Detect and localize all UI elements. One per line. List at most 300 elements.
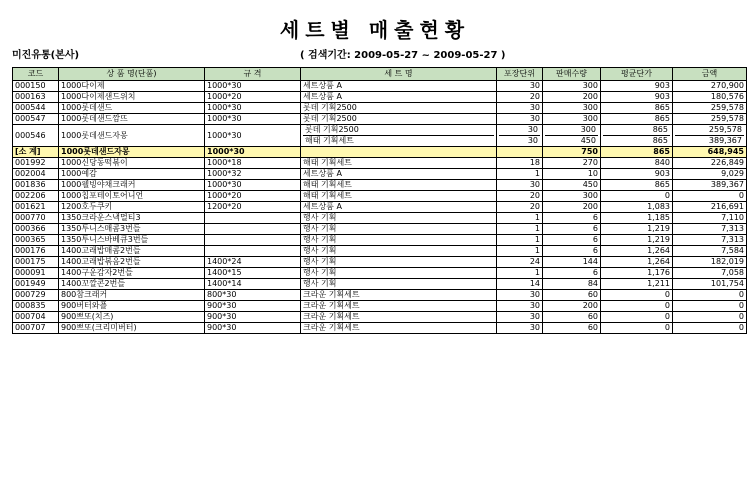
cell-spec [205,224,301,235]
cell-product-name: 900버터와플 [59,301,205,312]
cell-spec: 900*30 [205,312,301,323]
cell-code: 000544 [13,103,59,114]
cell-avg-price [601,224,673,235]
table-row [13,158,747,169]
cell-spec [205,246,301,257]
cell-set-name-value: 행사 기획 [303,268,337,277]
cell-sales-qty [543,312,601,323]
cell-pack-unit [497,290,543,301]
cell-amount-value: 7,313 [721,224,744,233]
cell-set-name-value: 행사 기획 [303,235,337,244]
cell-product-name: 1000롯데샌드 [59,103,205,114]
cell-set-name-value: 세트상품 A [303,202,342,211]
cell-sales-qty-value: 270 [582,158,598,167]
cell-set-name-value: 크라운 기획세트 [303,323,360,332]
cell-spec: 1200*20 [205,202,301,213]
cell-spec: 1000*30 [205,180,301,191]
cell-product-name: 900쁘또(치즈) [59,312,205,323]
company-name: 미진유통(본사) [12,50,80,61]
cell-pack-unit [497,180,543,191]
cell-amount [673,235,747,246]
cell-avg-price-value: 865 [652,125,668,134]
column-header-sales-qty: 판매수량 [543,68,601,81]
cell-spec: 1400*15 [205,268,301,279]
cell-sales-qty [543,114,601,125]
cell-amount-value: 0 [738,191,744,200]
table-row [13,235,747,246]
cell-sales-qty [543,202,601,213]
column-header-pack-unit: 포장단위 [497,68,543,81]
cell-sales-qty [543,158,601,169]
cell-pack-unit [497,158,543,169]
table-row [13,103,747,114]
cell-pack-unit-value: 24 [529,257,540,266]
cell-pack-unit [497,92,543,103]
cell-avg-price-value: 903 [654,81,670,90]
cell-set-name-value: 행사 기획 [303,246,337,255]
cell-sales-qty-value: 300 [582,114,598,123]
cell-code: 000365 [13,235,59,246]
cell-sales-qty [543,125,601,147]
cell-sales-qty [543,92,601,103]
table-row [13,246,747,257]
cell-pack-unit [497,213,543,224]
cell-pack-unit [497,224,543,235]
table-row [13,180,747,191]
table-body [13,81,747,334]
cell-pack-unit [497,323,543,334]
cell-amount [673,92,747,103]
cell-avg-price [601,268,673,279]
cell-avg-price [601,202,673,213]
cell-set-name [301,257,497,268]
cell-avg-price [601,180,673,191]
cell-spec: 1400*14 [205,279,301,290]
cell-sales-qty [543,290,601,301]
cell-set-name-value: 해태 기획세트 [303,191,352,200]
cell-pack-unit-value: 1 [534,224,540,233]
cell-code: 000547 [13,114,59,125]
cell-spec: 1000*32 [205,169,301,180]
cell-avg-price [601,312,673,323]
subtotal-row [13,147,747,158]
cell-pack-unit [497,114,543,125]
cell-product-name: 1000신당동떡볶이 [59,158,205,169]
cell-sales-qty-value: 6 [592,246,598,255]
cell-amount-value: 389,367 [675,135,744,146]
cell-set-name [301,235,497,246]
table-row [13,114,747,125]
cell-pack-unit-value: 18 [529,158,540,167]
cell-amount-value: 7,313 [721,235,744,244]
cell-pack-unit [497,147,543,158]
cell-code: 001992 [13,158,59,169]
cell-amount [673,147,747,158]
cell-set-name-value: 크라운 기획세트 [303,312,360,321]
cell-avg-price-value: 0 [664,312,670,321]
cell-pack-unit-value: 20 [529,202,540,211]
cell-avg-price [601,279,673,290]
cell-spec: 1000*20 [205,191,301,202]
cell-avg-price-value: 1,176 [647,268,670,277]
cell-product-name: 1400고래밥볶음2번들 [59,257,205,268]
cell-spec: 1000*30 [205,114,301,125]
cell-pack-unit-value: 30 [529,323,540,332]
cell-sales-qty-value: 84 [587,279,598,288]
cell-sales-qty-value: 10 [587,169,598,178]
cell-product-name: 900쁘또(크리미버터) [59,323,205,334]
cell-product-name: 1350투니스매콤3번들 [59,224,205,235]
cell-pack-unit [497,103,543,114]
cell-amount-value: 7,584 [721,246,744,255]
cell-set-name-value: 해태 기획세트 [303,180,352,189]
cell-set-name [301,202,497,213]
cell-set-name [301,114,497,125]
cell-amount [673,103,747,114]
cell-pack-unit [497,81,543,92]
cell-set-name [301,312,497,323]
cell-amount [673,158,747,169]
cell-avg-price [601,213,673,224]
cell-spec [205,235,301,246]
column-header-product-name: 상 품 명(단품) [59,68,205,81]
cell-avg-price-value: 1,219 [647,235,670,244]
cell-avg-price-value: 1,264 [647,257,670,266]
cell-amount-value: 259,578 [710,114,744,123]
cell-set-name-value: 행사 기획 [303,279,337,288]
cell-set-name-value: 행사 기획 [303,224,337,233]
cell-avg-price-value: 1,264 [647,246,670,255]
cell-product-name: 1000다이제 [59,81,205,92]
cell-spec: 1000*18 [205,158,301,169]
cell-spec: 800*30 [205,290,301,301]
cell-amount-value: 216,691 [710,202,744,211]
cell-avg-price [601,158,673,169]
cell-product-name: 1000롯데샌드자몽 [59,125,205,147]
cell-set-name-value: 롯데 기획2500 [303,103,357,112]
cell-set-name-value: 크라운 기획세트 [303,301,360,310]
cell-avg-price-value: 1,219 [647,224,670,233]
cell-set-name-value: 롯데 기획2500 [305,125,359,134]
cell-spec: 1000*20 [205,92,301,103]
cell-product-name: 800참크래커 [59,290,205,301]
cell-set-name [301,279,497,290]
cell-amount [673,257,747,268]
cell-avg-price [601,114,673,125]
cell-spec: 1000*30 [205,125,301,147]
cell-set-name-value: 세트상품 A [303,81,342,90]
cell-spec: 1000*30 [205,81,301,92]
table-row [13,169,747,180]
cell-sales-qty [543,268,601,279]
cell-pack-unit-value: 20 [529,191,540,200]
cell-spec: 900*30 [205,323,301,334]
cell-amount [673,312,747,323]
cell-code: [소 계] [13,147,59,158]
cell-pack-unit-value: 14 [529,279,540,288]
cell-avg-price [601,191,673,202]
cell-avg-price-value: 865 [603,135,670,146]
cell-avg-price-value: 903 [654,169,670,178]
cell-product-name: 1000칩포테이토어니언 [59,191,205,202]
cell-pack-unit-value: 30 [529,114,540,123]
cell-product-name: 1000예감 [59,169,205,180]
table-header-row [13,68,747,81]
cell-code: 000150 [13,81,59,92]
cell-sales-qty [543,213,601,224]
cell-code: 000176 [13,246,59,257]
cell-code: 000729 [13,290,59,301]
cell-avg-price [601,92,673,103]
table-row [13,257,747,268]
cell-pack-unit [497,301,543,312]
cell-pack-unit-value: 20 [529,92,540,101]
cell-avg-price-value: 865 [654,103,670,112]
cell-code: 000707 [13,323,59,334]
cell-product-name: 1200호두쿠키 [59,202,205,213]
cell-pack-unit-value: 30 [529,81,540,90]
cell-amount-value: 182,019 [710,257,744,266]
cell-avg-price [601,257,673,268]
cell-amount-value: 0 [738,323,744,332]
cell-product-name: 1000다이제샌드위치 [59,92,205,103]
cell-code: 000091 [13,268,59,279]
cell-sales-qty [543,301,601,312]
cell-sales-qty [543,323,601,334]
cell-amount-value: 101,754 [710,279,744,288]
cell-avg-price [601,81,673,92]
cell-set-name [301,92,497,103]
cell-amount [673,213,747,224]
table-row [13,279,747,290]
table-row [13,213,747,224]
cell-sales-qty [543,257,601,268]
cell-product-name: 1350크라운스낵멀티3 [59,213,205,224]
cell-pack-unit [497,125,543,147]
cell-pack-unit-value: 30 [529,301,540,310]
cell-amount [673,114,747,125]
cell-sales-qty-value: 300 [582,103,598,112]
cell-pack-unit [497,191,543,202]
cell-sales-qty [543,81,601,92]
cell-code: 000835 [13,301,59,312]
cell-set-name [301,224,497,235]
cell-amount-value: 259,578 [708,125,742,134]
cell-amount-value: 7,110 [721,213,744,222]
cell-spec: 1000*30 [205,103,301,114]
column-header-set-name: 세 트 명 [301,68,497,81]
cell-product-name: 1350투니스바베큐3번들 [59,235,205,246]
cell-sales-qty-value: 60 [587,290,598,299]
cell-sales-qty [543,103,601,114]
cell-pack-unit-value: 30 [529,290,540,299]
cell-avg-price-value: 865 [654,114,670,123]
cell-set-name-value: 롯데 기획2500 [303,114,357,123]
cell-sales-qty-value: 750 [581,147,598,156]
cell-set-name [301,290,497,301]
cell-spec: 1400*24 [205,257,301,268]
column-header-code: 코드 [13,68,59,81]
cell-sales-qty-value: 6 [592,268,598,277]
cell-avg-price [601,235,673,246]
cell-pack-unit [497,246,543,257]
search-period: ( 검색기간: 2009-05-27 ~ 2009-05-27 ) [300,50,506,61]
cell-avg-price [601,125,673,147]
cell-avg-price-value: 840 [654,158,670,167]
cell-pack-unit [497,235,543,246]
cell-avg-price-value: 0 [664,191,670,200]
cell-sales-qty-value: 60 [587,323,598,332]
cell-amount-value: 0 [738,290,744,299]
table-row [13,202,747,213]
cell-set-name [301,323,497,334]
cell-pack-unit-value: 1 [534,169,540,178]
cell-avg-price-value: 903 [654,92,670,101]
cell-sales-qty [543,180,601,191]
table-row [13,323,747,334]
cell-avg-price [601,169,673,180]
cell-amount [673,125,747,147]
cell-avg-price-value: 1,083 [647,202,670,211]
cell-sales-qty-value: 6 [592,224,598,233]
cell-amount-value: 648,945 [707,147,744,156]
sales-table [12,67,747,334]
table-row [13,301,747,312]
cell-set-name [301,268,497,279]
cell-sales-qty-value: 200 [582,301,598,310]
cell-sales-qty-value: 300 [582,81,598,90]
cell-sales-qty-value: 144 [582,257,598,266]
cell-avg-price-value: 0 [664,323,670,332]
table-row [13,81,747,92]
cell-sales-qty [543,191,601,202]
cell-pack-unit [497,257,543,268]
cell-amount [673,169,747,180]
cell-amount-value: 9,029 [721,169,744,178]
cell-code: 001621 [13,202,59,213]
column-header-amount: 금액 [673,68,747,81]
cell-set-name [301,158,497,169]
cell-pack-unit [497,202,543,213]
table-row [13,290,747,301]
cell-code: 000163 [13,92,59,103]
cell-set-name-value: 행사 기획 [303,257,337,266]
cell-pack-unit-value: 30 [499,135,540,146]
cell-sales-qty-value: 200 [582,92,598,101]
cell-set-name [301,191,497,202]
cell-product-name: 1400구운감자2번들 [59,268,205,279]
cell-avg-price-value: 0 [664,290,670,299]
cell-code: 000175 [13,257,59,268]
cell-set-name-value: 해태 기획세트 [303,135,494,146]
cell-pack-unit-value: 1 [534,246,540,255]
cell-avg-price-value: 865 [654,180,670,189]
cell-set-name-value: 크라운 기획세트 [303,290,360,299]
cell-set-name-value: 해태 기획세트 [303,158,352,167]
cell-sales-qty [543,246,601,257]
cell-set-name [301,103,497,114]
table-row [13,125,747,147]
cell-amount-value: 180,576 [710,92,744,101]
cell-code: 002004 [13,169,59,180]
cell-amount-value: 0 [738,301,744,310]
cell-avg-price-value: 1,185 [647,213,670,222]
cell-set-name-value: 행사 기획 [303,213,337,222]
table-row [13,224,747,235]
cell-amount-value: 7,058 [721,268,744,277]
cell-set-name [301,301,497,312]
table-row [13,268,747,279]
cell-code: 000704 [13,312,59,323]
cell-amount-value: 270,900 [710,81,744,90]
cell-amount [673,246,747,257]
cell-amount [673,279,747,290]
cell-amount [673,81,747,92]
table-row [13,191,747,202]
cell-code: 000366 [13,224,59,235]
cell-sales-qty-value: 300 [582,191,598,200]
cell-avg-price-value: 1,211 [647,279,670,288]
table-row [13,312,747,323]
cell-pack-unit-value: 1 [534,213,540,222]
cell-product-name: 1000롯데샌드자몽 [59,147,205,158]
cell-amount-value: 226,849 [710,158,744,167]
column-header-spec: 규 격 [205,68,301,81]
cell-set-name [301,147,497,158]
cell-amount-value: 0 [738,312,744,321]
cell-amount-value: 259,578 [710,103,744,112]
cell-amount [673,224,747,235]
cell-product-name: 1000롯데샌드깜뜨 [59,114,205,125]
cell-amount [673,180,747,191]
cell-amount [673,323,747,334]
cell-code: 001836 [13,180,59,191]
cell-avg-price-value: 0 [664,301,670,310]
cell-product-name: 1400고래밥매콤2번들 [59,246,205,257]
cell-code: 000770 [13,213,59,224]
cell-sales-qty-value: 6 [592,235,598,244]
cell-set-name [301,180,497,191]
cell-pack-unit [497,279,543,290]
cell-pack-unit-value: 30 [529,312,540,321]
cell-pack-unit-value: 1 [534,268,540,277]
cell-sales-qty [543,279,601,290]
cell-pack-unit [497,312,543,323]
cell-set-name [301,81,497,92]
cell-amount [673,202,747,213]
cell-pack-unit-value: 30 [529,103,540,112]
cell-avg-price [601,323,673,334]
cell-spec: 1000*30 [205,147,301,158]
cell-avg-price [601,147,673,158]
cell-avg-price [601,290,673,301]
cell-sales-qty [543,169,601,180]
cell-sales-qty-value: 450 [545,135,598,146]
table-row [13,92,747,103]
cell-sales-qty [543,235,601,246]
cell-avg-price [601,103,673,114]
report-title: 세트별 매출현황 [279,18,471,42]
cell-avg-price [601,246,673,257]
cell-pack-unit [497,169,543,180]
cell-sales-qty-value: 60 [587,312,598,321]
cell-sales-qty [543,224,601,235]
cell-code: 000546 [13,125,59,147]
cell-sales-qty-value: 6 [592,213,598,222]
cell-sales-qty-value: 450 [582,180,598,189]
cell-avg-price [601,301,673,312]
cell-set-name [301,213,497,224]
